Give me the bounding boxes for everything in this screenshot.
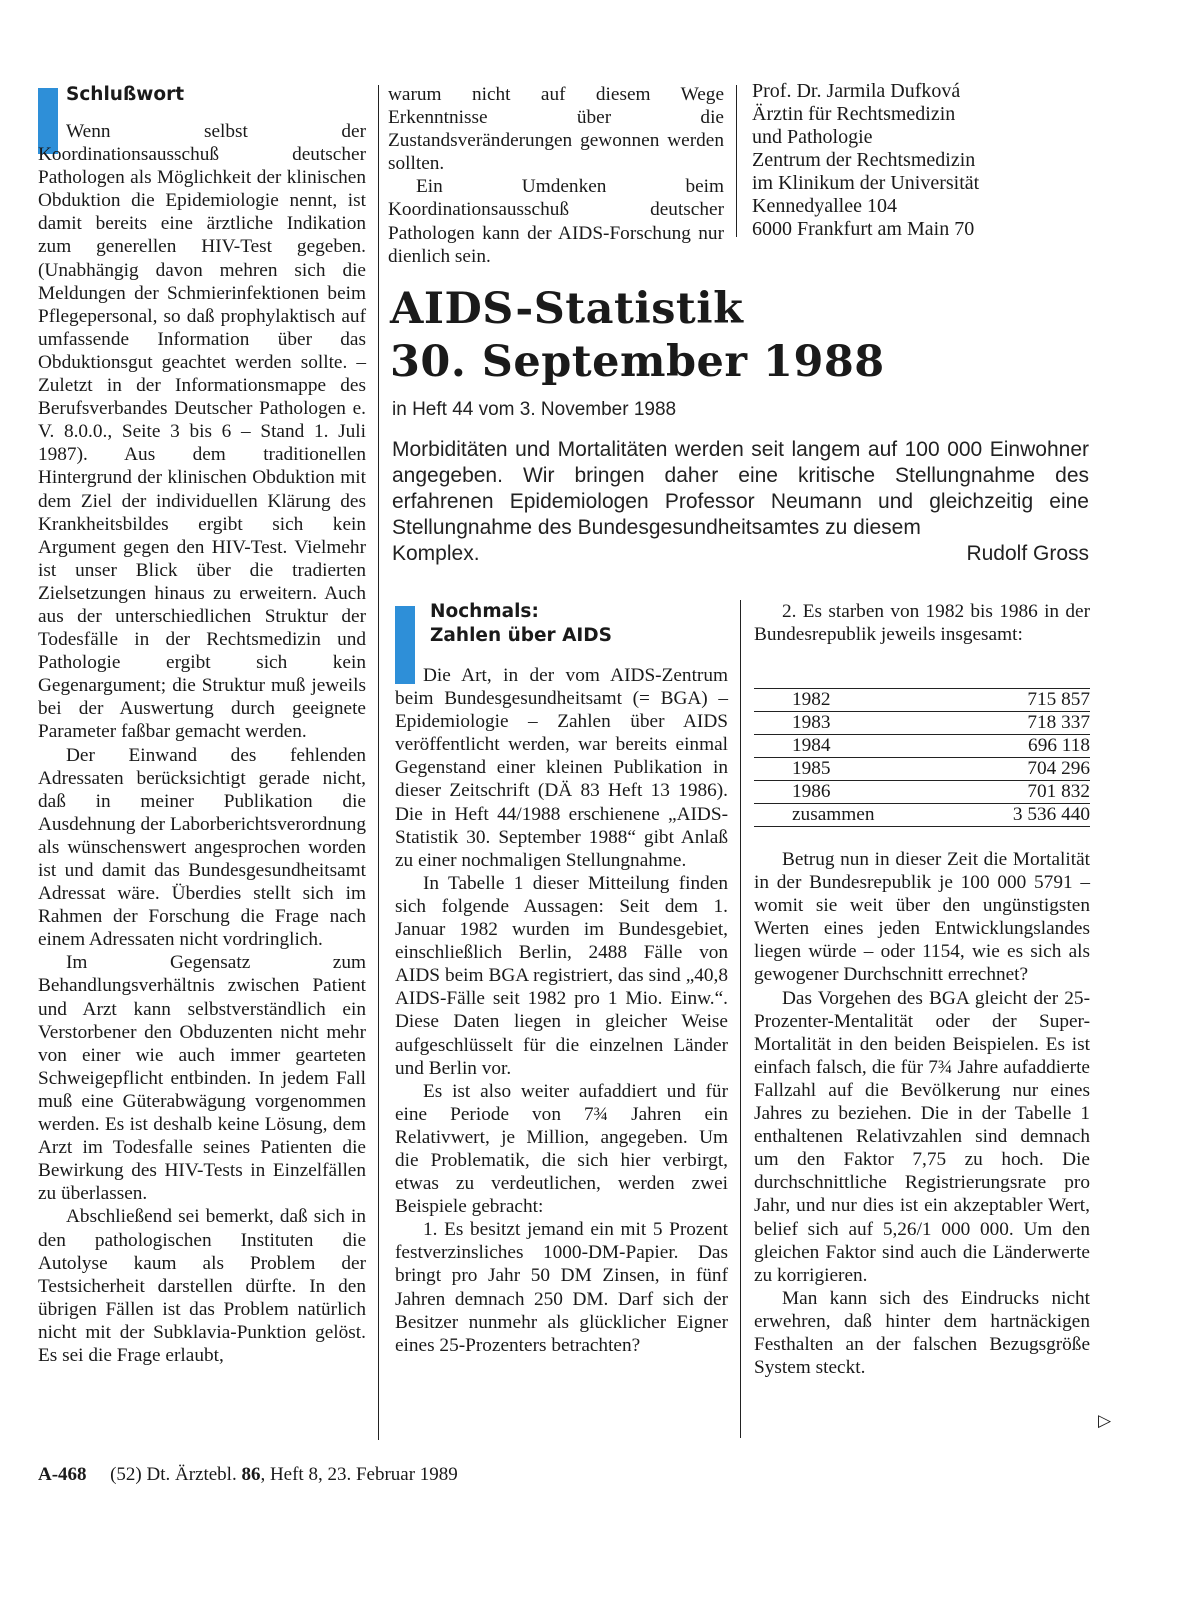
table-cell-value: 718 337 <box>932 712 1090 735</box>
table-row <box>754 758 1090 781</box>
intro-signature: Rudolf Gross <box>966 542 1089 565</box>
nochmals-right-body <box>754 848 1090 1379</box>
table-cell-year: zusammen <box>754 804 932 827</box>
article-title <box>390 283 1110 389</box>
table-row <box>754 735 1090 758</box>
table-cell-year: 1983 <box>754 712 932 735</box>
intro-last-line: Komplex. <box>392 542 480 565</box>
column-divider <box>736 85 737 237</box>
table-cell-year: 1982 <box>754 689 932 712</box>
heading-schlusswort: Schlußwort <box>66 84 185 105</box>
citation-volume: 86 <box>241 1464 261 1485</box>
table-cell-value: 704 296 <box>932 758 1090 781</box>
right-paragraph-3: Man kann sich des Eindrucks nicht erwehren, daß hinter dem hartnäckigen Festhalten an der falschen Bezugsgröße System steckt. <box>754 1287 1090 1379</box>
citation-prefix: (52) Dt. Ärztebl. <box>110 1464 237 1485</box>
citation-suffix: , Heft 8, 23. Februar 1989 <box>260 1464 458 1485</box>
article-intro <box>392 437 1089 567</box>
table-cell-year: 1986 <box>754 781 932 804</box>
author-line: 6000 Frankfurt am Main 70 <box>752 218 975 240</box>
title-line-1: AIDS-Statistik <box>390 284 744 334</box>
nochmals-paragraph-4: 1. Es besitzt jemand ein mit 5 Prozent festverzinsliches 1000-DM-Papier. Das bringt pro Jahr 50 DM Zinsen, in fünf Jahren demnach 250 DM. Darf sich der Besitzer nunmehr als glücklicher Eigner eines 25-Prozenters betrachten? <box>395 1219 728 1356</box>
heading-line-2: Zahlen über AIDS <box>430 625 612 646</box>
schlusswort-paragraph-4: Abschließend sei bemerkt, daß sich in den pathologischen Instituten die Autolyse kaum als Problem der Testsicherheit darstellen dürfte. In den übrigen Fällen ist das Problem natürlich nicht mit der Subklavia-Punktion gelöst. Es sei die Frage erlaubt, <box>38 1206 366 1366</box>
nochmals-right-intro <box>754 600 1090 646</box>
table-cell-year: 1984 <box>754 735 932 758</box>
intro-text: Morbiditäten und Mortalitäten werden seit langem auf 100 000 Einwohner angegeben. Wir bringen daher eine kritische Stellungnahme des erfahrenen Epidemiologen Professor Neumann und gleichzeitig eine Stellungnahme des Bundesgesundheitsamtes zu diesem <box>392 438 1089 539</box>
heading-line-1: Nochmals: <box>430 601 539 622</box>
right-paragraph-2: Das Vorgehen des BGA gleicht der 25-Prozenter-Mentalität oder der Super-Mortalität in den beiden Beispielen. Es ist einfach falsch, die für 7¾ Jahre aufaddierte Fallzahl auf die Bevölkerung nur eines Jahres zu beziehen. Die in der Tabelle 1 enthaltenen Relativzahlen sind demnach um den Faktor 7,75 zu hoch. Die durchschnittliche Registrierungsrate pro Jahr, und nur dies ist ein akzeptabler Wert, belief sich auf 5,26/1 000 000. Um den gleichen Faktor sind auch die Länderwerte zu korrigieren. <box>754 987 1090 1286</box>
schlusswort-body <box>38 120 366 1445</box>
table-row <box>754 712 1090 735</box>
nochmals-paragraph-1: Die Art, in der vom AIDS-Zentrum beim Bundesgesundheitsamt (= BGA) – Epidemiologie – Zahlen über AIDS veröffentlicht werden, war bereits einmal Gegenstand einer kleinen Publikation in dieser Zeitschrift (DÄ 83 Heft 13 1986). Die in Heft 44/1988 erschienene „AIDS-Statistik 30. September 1988“ gibt Anlaß zu einer nochmaligen Stellungnahme. <box>395 665 728 871</box>
schlusswort-paragraph-1: Wenn selbst der Koordinationsausschuß deutscher Pathologen als Möglichkeit der klinischen Obduktion die Epidemiologie nennt, ist damit bereits eine ärztliche Indikation zum generellen HIV-Test gegeben. (Unabhängig davon mehren sich die Meldungen der Schmierinfektionen beim Pflegepersonal, so daß prophylaktisch auf umfassende Information über das Obduktionsgut geachtet werden sollte. – Zuletzt in der Informationsmappe des Berufsverbandes Deutscher Pathologen e. V. 8.0.0., Seite 3 bis 6 – Stand 1. Juli 1987). Aus dem traditionellen Hintergrund der klinischen Obduktion mit dem Ziel der individuellen Klärung des Krankheitsbildes ergibt sich kein Argument gegen den HIV-Test. Vielmehr ist unser Blick über die tradierten Zielsetzungen hinaus zu erweitern. Auch aus der unterschiedlichen Struktur der Todesfälle in der Rechtsmedizin und Pathologie ergibt sich kein Gegenargument; die Struktur muß jeweils bei der Auswertung durch geeignete Parameter faßbar gemacht werden. <box>38 121 366 743</box>
page-footer <box>38 1463 458 1487</box>
nochmals-paragraph-3: Es ist also weiter aufaddiert und für eine Periode von 7¾ Jahren ein Relativwert, je Million, angegeben. Um die Problematik, die sich hier verbirgt, etwas zu verdeutlichen, werden zwei Beispiele gebracht: <box>395 1080 728 1218</box>
schlusswort-continuation <box>388 83 724 268</box>
table-cell-value: 701 832 <box>932 781 1090 804</box>
nochmals-paragraph-2: In Tabelle 1 dieser Mitteilung finden sich folgende Aussagen: Seit dem 1. Januar 1982 wurden im Bundesgebiet, einschließlich Berlin, 2488 Fälle von AIDS beim BGA registriert, das sind „40,8 AIDS-Fälle seit 1982 pro 1 Mio. Einw.“. Diese Daten liegen in gleicher Weise aufgeschlüsselt für die einzelnen Länder und Berlin vor. <box>395 872 728 1079</box>
right-paragraph-1: Betrug nun in dieser Zeit die Mortalität in der Bundesrepublik je 100 000 5791 – womit sie weit über den ungünstigsten Werten eines jeden Entwicklungslandes liegen würde – oder 1154, wie es sich als gewogener Durchschnitt errechnet? <box>754 849 1090 986</box>
author-line: Zentrum der Rechtsmedizin <box>752 149 976 171</box>
page-number: A-468 <box>38 1464 87 1485</box>
right-intro-paragraph: 2. Es starben von 1982 bis 1986 in der Bundesrepublik jeweils insgesamt: <box>754 601 1090 646</box>
table-cell-year: 1985 <box>754 758 932 781</box>
continuation-paragraph-2: Ein Umdenken beim Koordinationsausschuß deutscher Pathologen kann der AIDS-Forschung nur dienlich sein. <box>388 176 724 267</box>
nochmals-body <box>395 664 728 1357</box>
table-cell-value: 715 857 <box>932 689 1090 712</box>
column-divider <box>378 85 379 1440</box>
table-row <box>754 781 1090 804</box>
author-line: Kennedyallee 104 <box>752 195 897 217</box>
article-subtitle: in Heft 44 vom 3. November 1988 <box>392 399 677 420</box>
title-line-2: 30. September 1988 <box>390 337 885 387</box>
author-line: Ärztin für Rechtsmedizin <box>752 103 956 125</box>
schlusswort-paragraph-3: Im Gegensatz zum Behandlungsverhältnis zwischen Patient und Arzt kann selbstverständlich ein Verstorbener den Obduzenten nicht mehr von einer wie auch immer gearteten Schweigepflicht entbinden. In jedem Fall muß eine Güterabwägung vorgenommen werden. Es ist deshalb keine Lösung, dem Arzt im Todesfalle seines Patienten die Bewirkung des HIV-Tests in Einzelfällen zu überlassen. <box>38 952 366 1205</box>
mortality-table <box>754 689 1090 827</box>
table-row <box>754 804 1090 827</box>
table-row <box>754 689 1090 712</box>
author-line: im Klinikum der Universität <box>752 172 980 194</box>
table-cell-value: 3 536 440 <box>932 804 1090 827</box>
continue-arrow-icon: ▷ <box>1098 1411 1112 1431</box>
table-cell-value: 696 118 <box>932 735 1090 758</box>
mortality-table-wrap <box>754 688 1090 827</box>
author-address <box>752 80 979 241</box>
schlusswort-paragraph-2: Der Einwand des fehlenden Adressaten berücksichtigt gerade nicht, daß in meiner Publikation die Ausdehnung der Laborberichtsverordnung als wünschenswert angesprochen worden ist und damit das Bundesgesundheitsamt Adressat wäre. Überdies stellt sich im Rahmen der Forschung die Frage nach einem Adressaten nicht vordringlich. <box>38 744 366 951</box>
author-line: Prof. Dr. Jarmila Dufková <box>752 80 961 102</box>
author-line: und Pathologie <box>752 126 873 148</box>
heading-nochmals <box>430 600 612 648</box>
column-divider <box>740 600 741 1438</box>
continuation-paragraph-1: warum nicht auf diesem Wege Erkenntnisse über die Zustandsveränderungen gewonnen werden sollten. <box>388 84 724 175</box>
